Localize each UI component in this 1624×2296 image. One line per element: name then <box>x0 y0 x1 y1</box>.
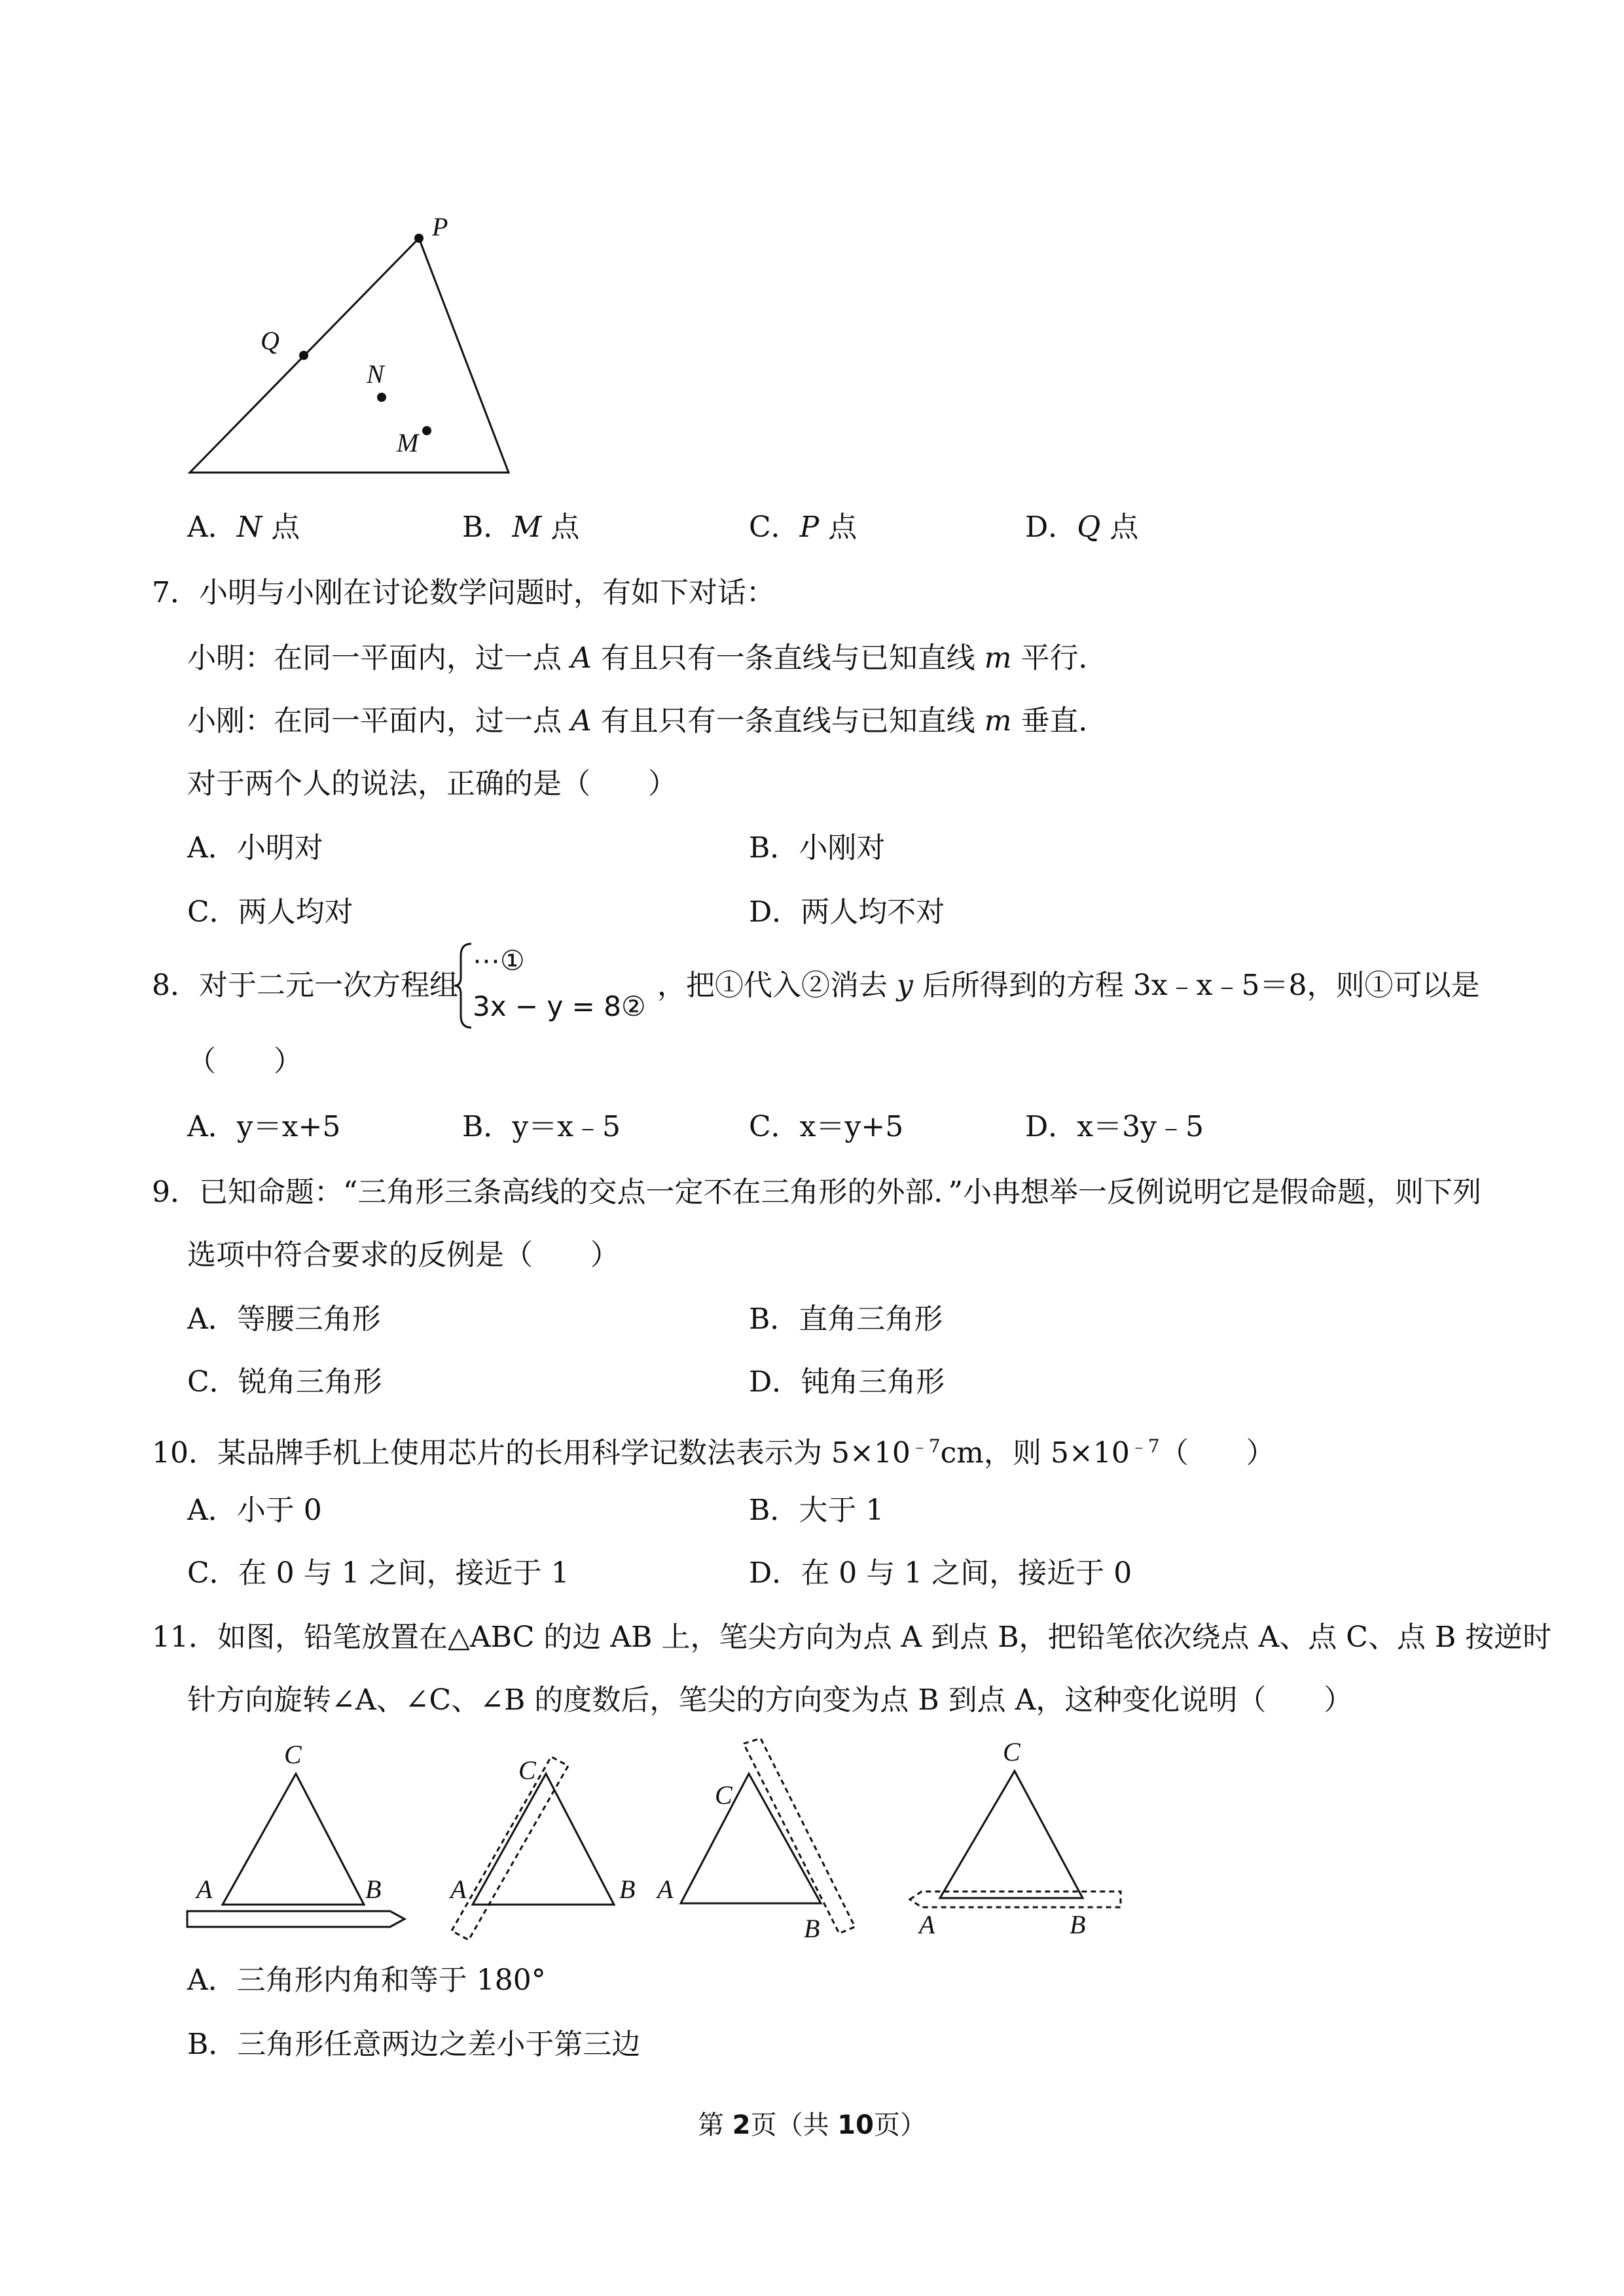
q6-option-a: A．N 点 <box>187 511 300 544</box>
q10-option-a: A．小于 0 <box>187 1494 322 1527</box>
fig1-label-a: A <box>196 1874 213 1904</box>
q6-option-d: D．Q 点 <box>1025 511 1139 544</box>
q10-option-c: C．在 0 与 1 之间，接近于 1 <box>187 1556 569 1590</box>
q10-stem: 10．某品牌手机上使用芯片的长用科学记数法表示为 $5\times 10^{﹣7}cm$，则 $5\times 10^{﹣7}$（ ） <box>152 1435 1275 1470</box>
q8-answer-paren: （ ） <box>187 1045 302 1078</box>
q9-option-d: D．钝角三角形 <box>749 1365 945 1399</box>
q11-stem-line2: 针方向旋转∠A、∠C、∠B 的度数后，笔尖的方向变为点 B 到点 A，这种变化说明（ ） <box>187 1683 1353 1717</box>
q8-option-d: D．x＝3y﹣5 <box>1025 1110 1204 1143</box>
q11-option-b: B．三角形任意两边之差小于第三边 <box>187 2028 641 2061</box>
q8-equation-1: ⋯① <box>473 944 525 977</box>
fig3-label-b: B <box>804 1914 820 1943</box>
q7-option-d: D．两人均不对 <box>749 895 945 929</box>
q9-stem-line1: 9．已知命题：“三角形三条高线的交点一定不在三角形的外部．”小冉想举一反例说明它是假命题，则下列 <box>152 1175 1481 1209</box>
fig1-label-b: B <box>365 1874 382 1904</box>
q7-option-c: C．两人均对 <box>187 895 353 929</box>
label-q: Q <box>261 326 280 355</box>
q8-option-b: B．y＝x﹣5 <box>462 1110 621 1143</box>
q7-xiaoming: 小明：在同一平面内，过一点 A 有且只有一条直线与已知直线 m 平行． <box>187 641 1108 675</box>
q7-xiaogang: 小刚：在同一平面内，过一点 A 有且只有一条直线与已知直线 m 垂直． <box>187 704 1108 738</box>
q6-option-b: B．M 点 <box>462 511 580 544</box>
q7-question: 对于两个人的说法，正确的是（ ） <box>187 767 677 800</box>
label-p: P <box>432 212 448 242</box>
page-number-footer: 第 2页（共 10页） <box>698 2110 926 2140</box>
q8-option-a: A．y＝x+5 <box>187 1110 341 1143</box>
fig2-label-a: A <box>450 1874 467 1904</box>
fig4-label-b: B <box>1070 1910 1086 1939</box>
q7-stem: 7．小明与小刚在讨论数学问题时，有如下对话： <box>152 576 775 609</box>
q8-option-c: C．x＝y+5 <box>749 1110 904 1143</box>
q10-option-d: D．在 0 与 1 之间，接近于 0 <box>749 1556 1132 1590</box>
fig2-label-b: B <box>619 1874 636 1904</box>
pencil-rotation-figure <box>0 1734 1624 1950</box>
q9-option-a: A．等腰三角形 <box>187 1302 381 1336</box>
q8-equation-2: 3x − y = 8② <box>473 990 646 1022</box>
q11-stem-line1: 11．如图，铅笔放置在△ABC 的边 AB 上，笔尖方向为点 A 到点 B，把铅笔依次绕点 A、点 C、点 B 按逆时 <box>152 1621 1552 1654</box>
fig3-label-a: A <box>657 1874 674 1904</box>
q6-option-c: C．P 点 <box>749 511 857 544</box>
q9-option-c: C．锐角三角形 <box>187 1365 382 1399</box>
fig4-label-a: A <box>919 1910 935 1939</box>
q9-option-b: B．直角三角形 <box>749 1302 943 1336</box>
q8-stem-suffix: ，把①代入②消去 y 后所得到的方程 3x﹣x﹣5＝8，则①可以是 <box>657 969 1480 1002</box>
q7-option-a: A．小明对 <box>187 831 323 865</box>
q9-stem-line2: 选项中符合要求的反例是（ ） <box>187 1238 619 1272</box>
fig1-label-c: C <box>284 1740 302 1769</box>
q11-option-a: A．三角形内角和等于 180° <box>187 1964 546 1997</box>
q8-stem-prefix: 8．对于二元一次方程组 <box>152 969 458 1002</box>
label-m: M <box>397 428 419 457</box>
fig3-label-c: C <box>715 1780 732 1810</box>
q7-option-b: B．小刚对 <box>749 831 886 865</box>
fig4-label-c: C <box>1003 1737 1020 1767</box>
q10-option-b: B．大于 1 <box>749 1494 884 1527</box>
fig2-label-c: C <box>518 1755 536 1785</box>
label-n: N <box>367 359 384 389</box>
